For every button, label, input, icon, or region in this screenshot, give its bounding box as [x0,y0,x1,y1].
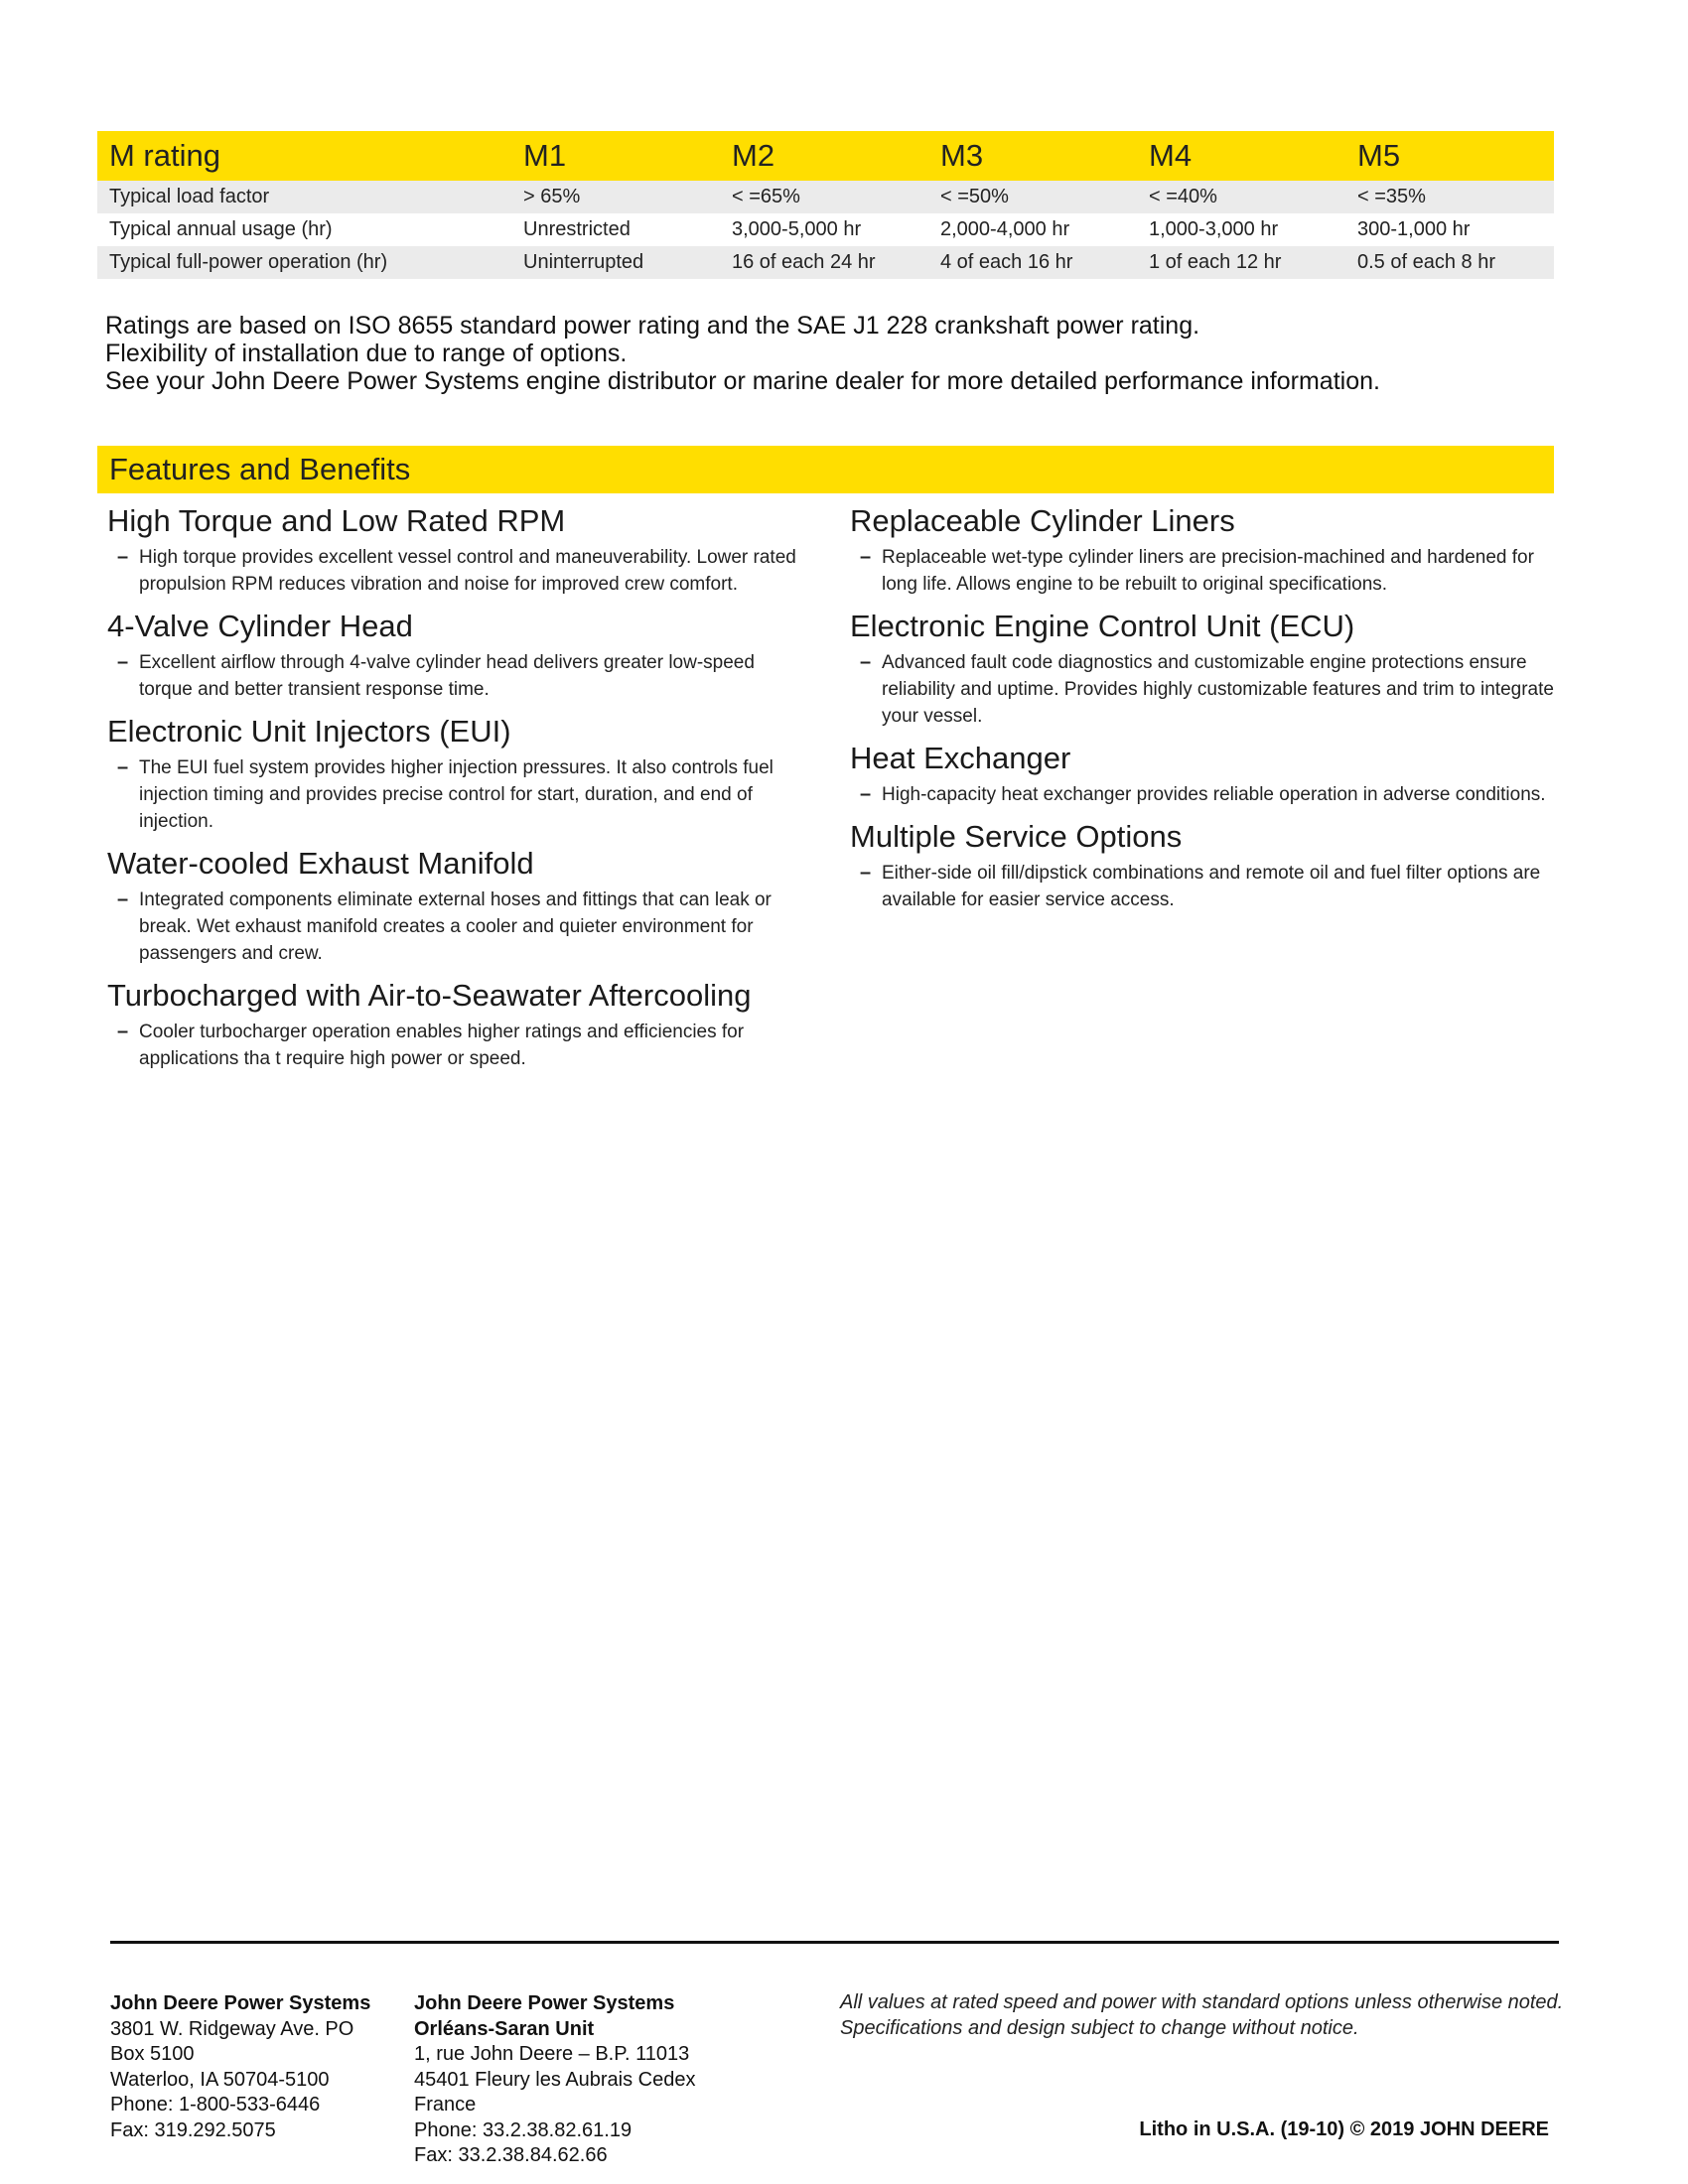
footer-disclaimer [840,1989,1565,2041]
table-cell: Uninterrupted [511,246,720,279]
feature-text: Advanced fault code diagnostics and customizable engine protections ensure reliability and uptime. Provides highly customizable features and trim to integrate your vessel. [882,652,1554,727]
feature-text: The EUI fuel system provides higher injection pressures. It also controls fuel injection timing and provides precise control for start, duration, and end of injection. [139,757,774,832]
dash-bullet-icon: – [117,651,129,673]
feature-text: Cooler turbocharger operation enables higher ratings and efficiencies for applications tha t require high power or speed. [139,1022,745,1069]
feature-heading: Electronic Engine Control Unit (ECU) [850,609,1355,643]
feature-item [850,606,1555,730]
disclaimer-line: Specifications and design subject to change without notice. [840,2017,1359,2039]
dash-bullet-icon: – [117,1021,129,1042]
feature-heading: Multiple Service Options [850,819,1183,854]
feature-bullet [850,781,1555,808]
table-cell: Unrestricted [523,218,631,240]
table-cell: 2,000-4,000 hr [940,218,1070,240]
header-cell: M rating [97,131,511,181]
header-cell: M5 [1345,131,1554,181]
feature-bullet [107,754,802,835]
feature-text: Replaceable wet-type cylinder liners are precision-machined and hardened for long life. Allows engine to be rebuilt to original specifications. [882,547,1534,595]
header-cell: M4 [1137,131,1345,181]
address-line: France [414,2094,477,2116]
feature-item [850,738,1555,808]
feature-heading: Replaceable Cylinder Liners [850,503,1235,538]
address-line: 3801 W. Ridgeway Ave. PO [110,2017,354,2040]
note-line: See your John Deere Power Systems engine distributor or marine dealer for more detailed performance information. [105,367,1380,395]
table-cell: 1,000-3,000 hr [1149,218,1279,240]
feature-text: High-capacity heat exchanger provides reliable operation in adverse conditions. [882,784,1546,805]
features-right-column [850,500,1555,921]
table-cell: 0.5 of each 8 hr [1345,246,1554,279]
address-line: Box 5100 [110,2043,195,2065]
note-line: Flexibility of installation due to range of options. [105,340,628,367]
dash-bullet-icon: – [117,888,129,910]
feature-item [850,816,1555,913]
footer-divider [110,1941,1559,1944]
feature-text: Integrated components eliminate external hoses and fittings that can leak or break. Wet exhaust manifold creates a cooler and quieter environment for passengers and crew. [139,889,772,964]
table-cell: Typical annual usage (hr) [109,218,333,240]
feature-item [107,500,802,598]
address-unit: Orléans-Saran Unit [414,2017,595,2040]
dash-bullet-icon: – [860,651,872,673]
address-fax: Fax: 33.2.38.84.62.66 [414,2144,608,2166]
feature-item [107,711,802,835]
table-cell: > 65% [511,181,720,213]
table-cell: 300-1,000 hr [1357,218,1471,240]
address-line: 45401 Fleury les Aubrais Cedex [414,2068,696,2091]
table-cell: 1 of each 12 hr [1137,246,1345,279]
feature-text: Either-side oil fill/dipstick combinations and remote oil and fuel filter options are available for easier service access. [882,863,1541,910]
feature-heading: High Torque and Low Rated RPM [107,503,566,538]
feature-bullet [107,887,802,967]
table-cell: < =40% [1137,181,1345,213]
feature-heading: Turbocharged with Air-to-Seawater Aftercooling [107,978,752,1013]
feature-bullet [107,649,802,703]
header-cell: M1 [511,131,720,181]
dash-bullet-icon: – [117,546,129,568]
litho-copyright: Litho in U.S.A. (19-10) © 2019 JOHN DEERE [1139,2118,1549,2140]
dash-bullet-icon: – [860,546,872,568]
table-cell: 4 of each 16 hr [928,246,1137,279]
address-company: John Deere Power Systems [110,1992,371,2014]
dash-bullet-icon: – [860,783,872,805]
ratings-table [97,131,1554,279]
table-cell: < =50% [928,181,1137,213]
table-cell: Typical full-power operation (hr) [97,246,511,279]
feature-heading: Electronic Unit Injectors (EUI) [107,714,511,749]
feature-item [107,606,802,703]
dash-bullet-icon: – [860,862,872,884]
table-row [97,213,1554,246]
address-france [414,1991,696,2169]
feature-item [107,843,802,967]
dash-bullet-icon: – [117,756,129,778]
feature-bullet [850,649,1555,730]
header-cell: M3 [928,131,1137,181]
feature-heading: Heat Exchanger [850,741,1071,775]
address-line: 1, rue John Deere – B.P. 11013 [414,2043,690,2065]
features-section-title: Features and Benefits [97,446,1554,493]
address-line: Waterloo, IA 50704-5100 [110,2068,330,2091]
features-left-column [107,500,802,1080]
feature-item [107,975,802,1072]
feature-bullet [850,860,1555,913]
feature-bullet [107,1019,802,1072]
address-phone: Phone: 1-800-533-6446 [110,2094,321,2116]
header-cell: M2 [720,131,928,181]
address-us [110,1991,370,2143]
table-cell: 16 of each 24 hr [720,246,928,279]
feature-heading: 4-Valve Cylinder Head [107,609,413,643]
address-company: John Deere Power Systems [414,1992,675,2014]
table-row [97,246,1554,279]
feature-item [850,500,1555,598]
address-fax: Fax: 319.292.5075 [110,2118,276,2141]
feature-bullet [850,544,1555,598]
feature-text: High torque provides excellent vessel control and maneuverability. Lower rated propulsion RPM reduces vibration and noise for improved crew comfort. [139,547,796,595]
feature-bullet [107,544,802,598]
table-cell: < =65% [720,181,928,213]
table-cell: < =35% [1345,181,1554,213]
ratings-header-row [97,131,1554,181]
feature-heading: Water-cooled Exhaust Manifold [107,846,534,881]
ratings-notes [105,312,1380,395]
address-phone: Phone: 33.2.38.82.61.19 [414,2118,633,2141]
note-line: Ratings are based on ISO 8655 standard power rating and the SAE J1 228 crankshaft power rating. [105,312,1200,340]
disclaimer-line: All values at rated speed and power with standard options unless otherwise noted. [840,1991,1564,2013]
table-cell: Typical load factor [97,181,511,213]
feature-text: Excellent airflow through 4-valve cylinder head delivers greater low-speed torque and better transient response time. [139,652,755,700]
table-row [97,181,1554,213]
table-cell: 3,000-5,000 hr [732,218,862,240]
